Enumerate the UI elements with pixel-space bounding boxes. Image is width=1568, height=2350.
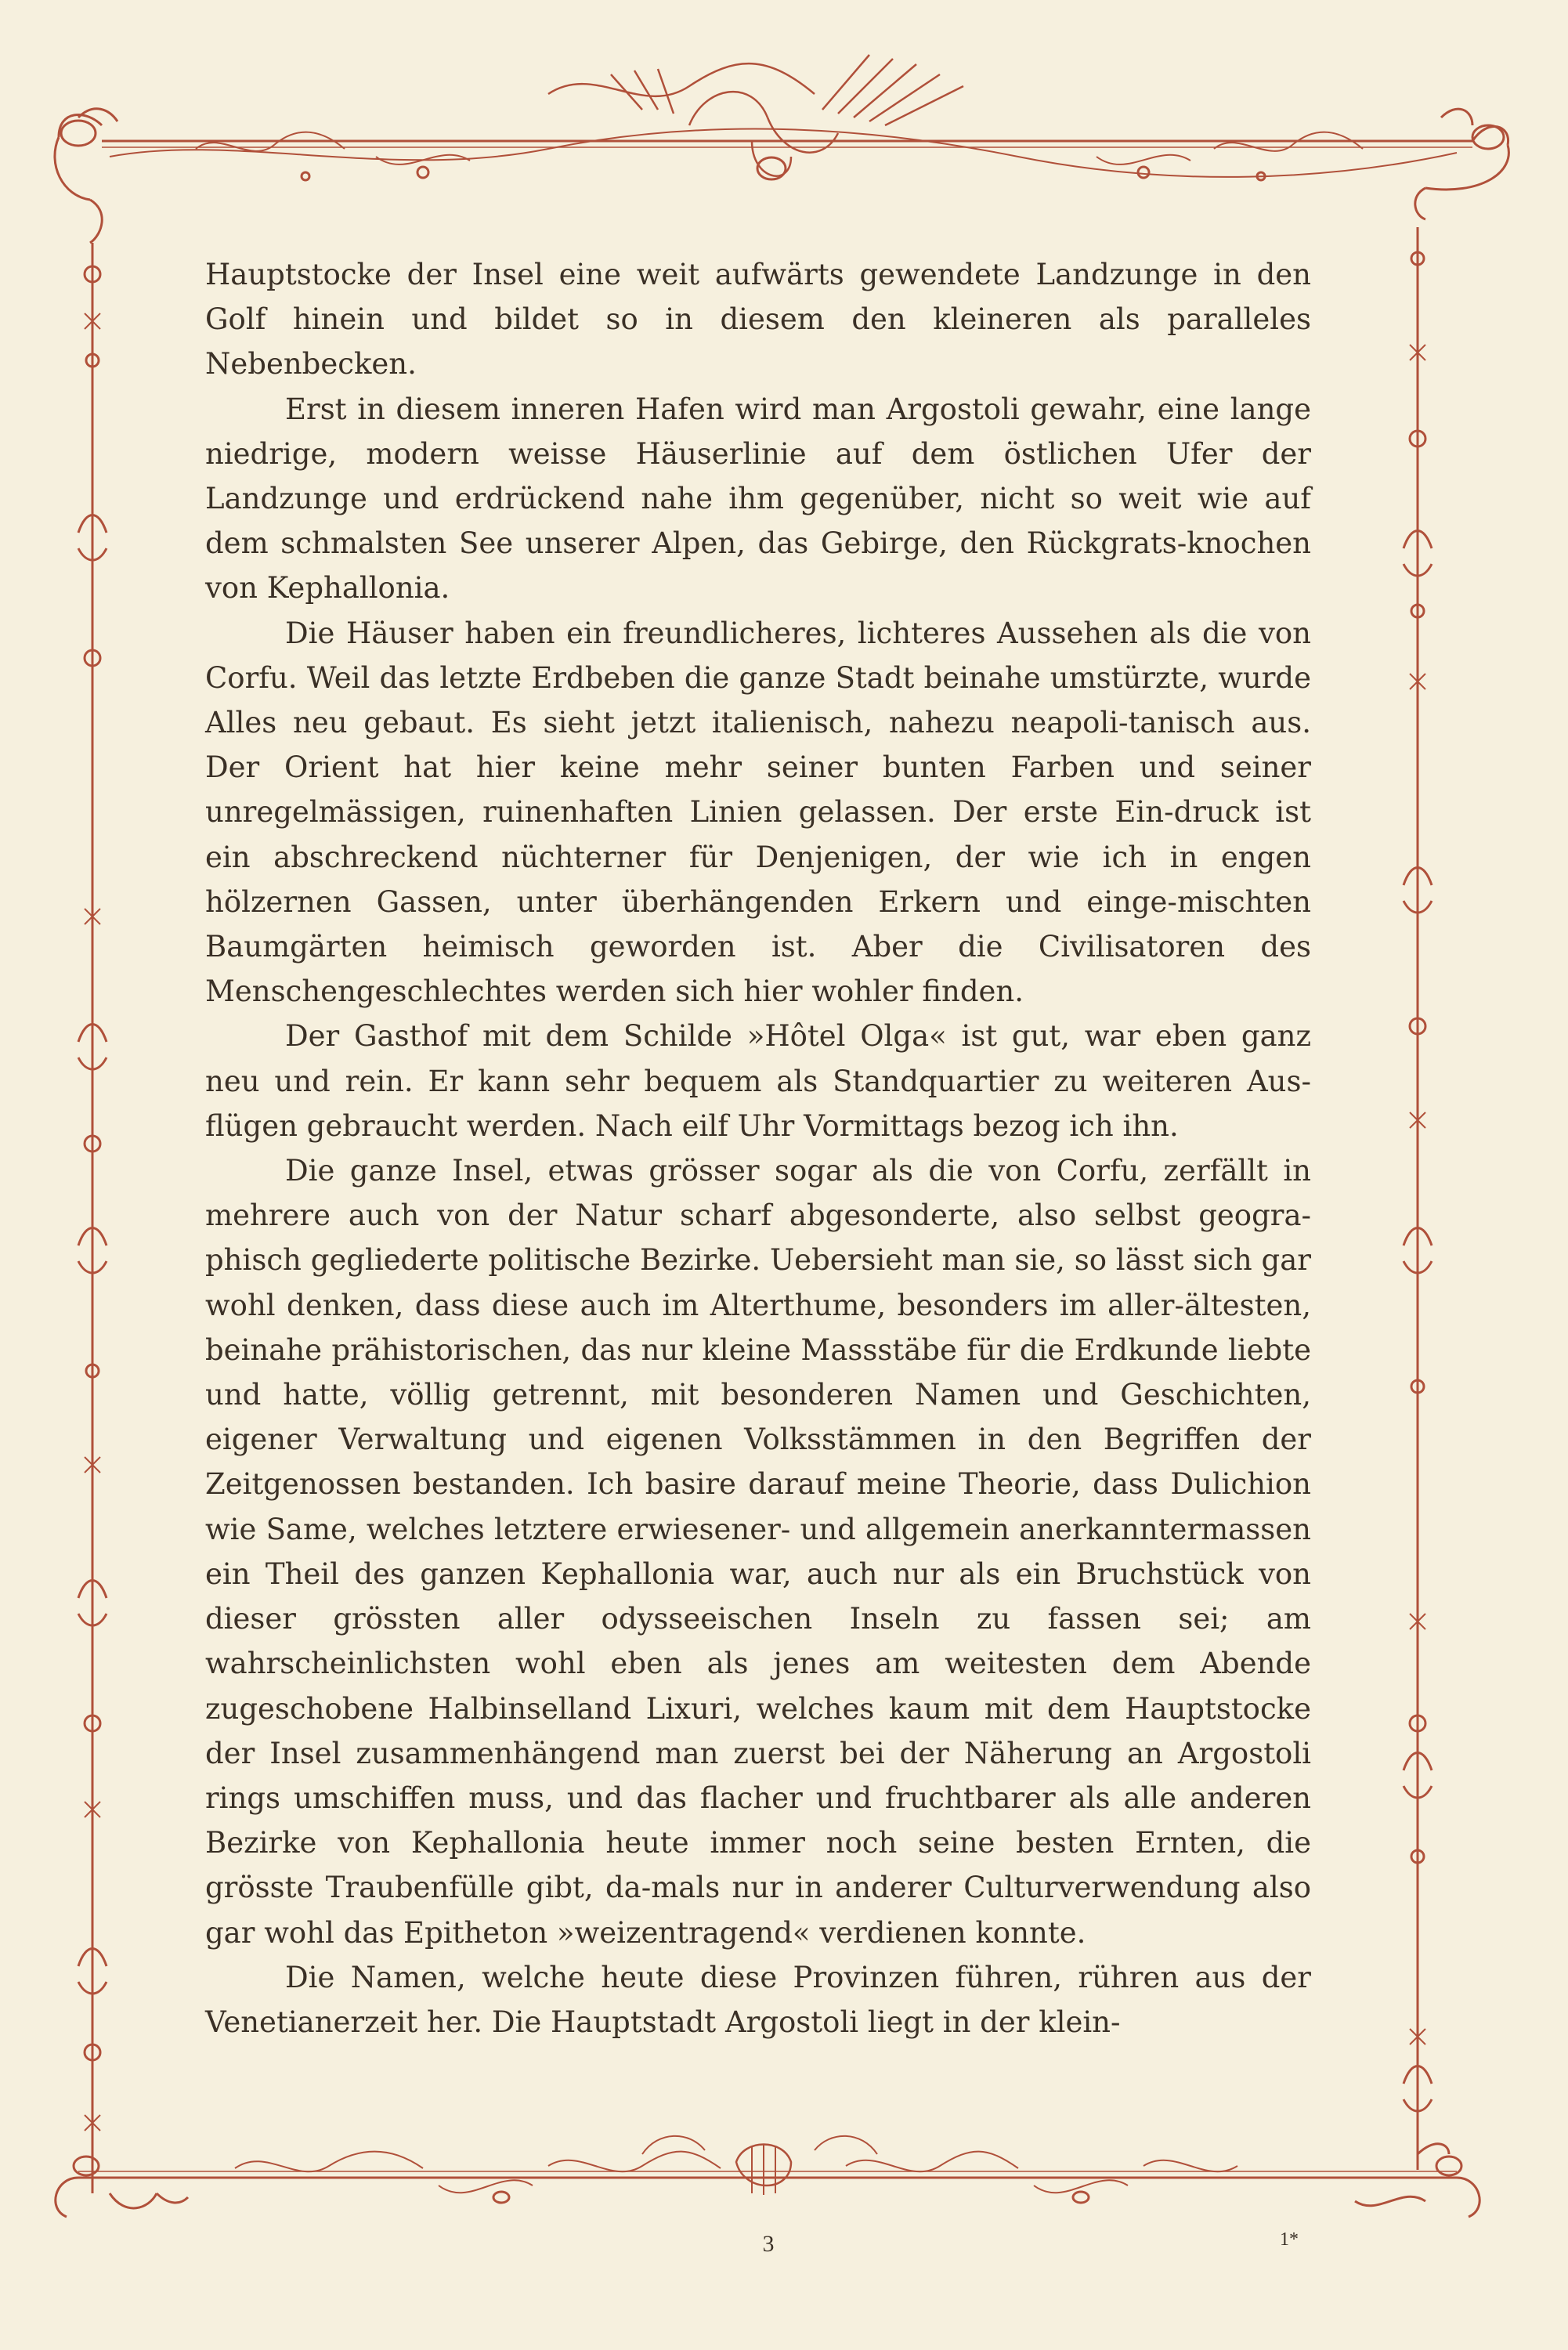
- signature-mark: 1*: [1280, 2229, 1299, 2250]
- paragraph: Der Gasthof mit dem Schilde »Hôtel Olga« ist gut, war eben ganz neu und rein. Er kann sehr bequem als Standquartier zu weiteren Aus-flügen gebraucht werden. Nach eilf Uhr Vormittags bezog ich ihn.: [205, 1019, 1311, 1143]
- paragraph: Erst in diesem inneren Hafen wird man Argostoli gewahr, eine lange niedrige, modern weisse Häuserlinie auf dem östlichen Ufer der Landzunge und erdrückend nahe ihm gegenüber, nicht so weit wie auf dem schmalsten See unserer Alpen, das Gebirge, den Rückgrats-knochen von Kephallonia.: [205, 392, 1311, 606]
- page-number: 3: [762, 2231, 775, 2257]
- top-border-ornament: [102, 55, 1472, 180]
- paragraph: Die Häuser haben ein freundlicheres, lichteres Aussehen als die von Corfu. Weil das letzte Erdbeben die ganze Stadt beinahe umstürzte, wurde Alles neu gebaut. Es sieht jetzt italienisch, nahezu neapoli-tanisch aus. Der Orient hat hier keine mehr seiner bunten Farben und seiner unregelmässigen, ruinenhaften Linien gelassen. Der erste Ein-druck ist ein abschreckend nüchterner für Denjenigen, der wie ich in engen hölzernen Gassen, unter überhängenden Erkern und einge-mischten Baumgärten heimisch geworden ist. Aber die Civilisatoren des Menschengeschlechtes werden sich hier wohler finden.: [205, 616, 1311, 1009]
- corner-ornament-top-left: [55, 109, 117, 243]
- body-text: [205, 252, 1311, 2044]
- right-border-vine: [1404, 227, 1432, 2170]
- bottom-border-ornament: [78, 2136, 1457, 2203]
- paragraph: Die ganze Insel, etwas grösser sogar als die von Corfu, zerfällt in mehrere auch von der Natur scharf abgesonderte, also selbst geogra-phisch gegliederte politische Bezirke. Uebersieht man sie, so lässt sich gar wohl denken, dass diese auch im Alterthume, besonders im aller-ältesten, beinahe prähistorischen, das nur kleine Massstäbe für die Erdkunde liebte und hatte, völlig getrennt, mit besonderen Namen und Geschichten, eigener Verwaltung und eigenen Volksstämmen in den Begriffen der Zeitgenossen bestanden. Ich basire darauf meine Theorie, dass Dulichion wie Same, welches letztere erwiesener- und allgemein anerkanntermassen ein Theil des ganzen Kephallonia war, auch nur als ein Bruchstück von dieser grössten aller odysseeischen Inseln zu fassen sei; am wahrscheinlichsten wohl eben als jenes am weitesten dem Abende zugeschobene Halbinselland Lixuri, welches kaum mit dem Hauptstocke der Insel zusammenhängend man zuerst bei der Näherung an Argostoli rings umschiffen muss, und das flacher und fruchtbarer als alle anderen Bezirke von Kephallonia heute immer noch seine besten Ernten, die grösste Traubenfülle gibt, da-mals nur in anderer Culturverwendung also gar wohl das Epitheton »weizentragend« verdienen konnte.: [205, 1154, 1311, 1950]
- corner-ornament-top-right: [1415, 109, 1509, 219]
- left-border-vine: [78, 243, 107, 2193]
- paragraph: Die Namen, welche heute diese Provinzen führen, rühren aus der Venetianerzeit her. Die Hauptstadt Argostoli liegt in der klein-: [205, 1960, 1311, 2039]
- corner-ornament-bottom-left: [56, 2157, 188, 2217]
- paragraph: Hauptstocke der Insel eine weit aufwärts gewendete Landzunge in den Golf hinein und bildet so in diesem den kleineren als paralleles Nebenbecken.: [205, 258, 1311, 381]
